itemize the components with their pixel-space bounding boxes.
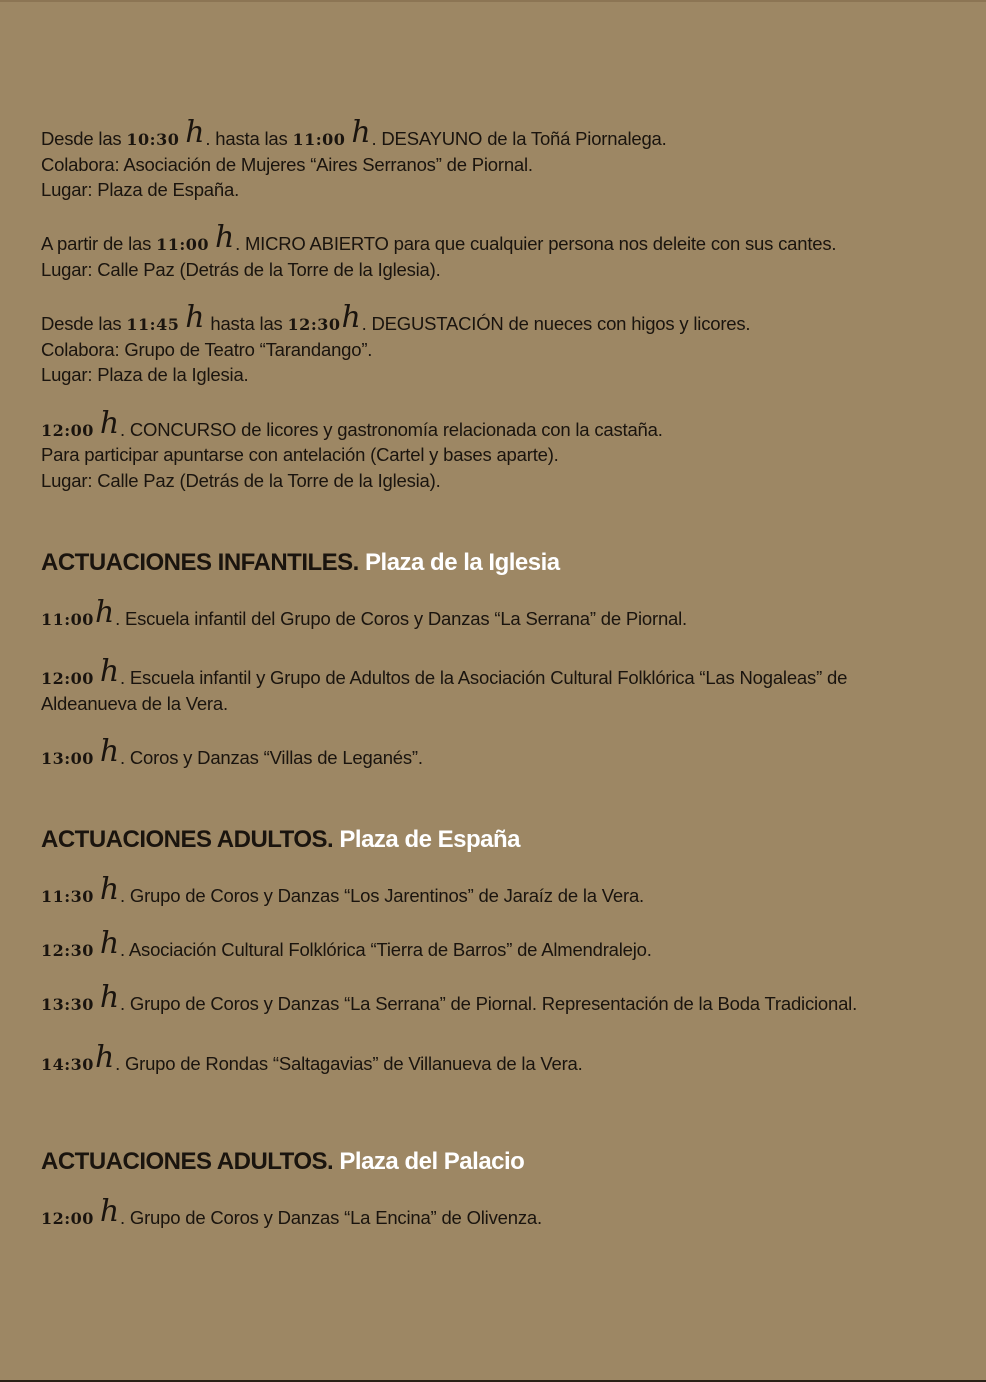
- section-place: Plaza de España: [339, 826, 520, 853]
- top-border: [0, 0, 986, 2]
- performance-text: . Escuela infantil del Grupo de Coros y Danzas “La Serrana” de Piornal.: [115, 608, 688, 629]
- section-title: ACTUACIONES INFANTILES.: [41, 549, 359, 576]
- event-time: 11:00: [156, 235, 209, 254]
- event-lugar: Lugar: Calle Paz (Detrás de la Torre de la Iglesia).: [41, 470, 441, 491]
- event-lugar: Lugar: Plaza de la Iglesia.: [41, 364, 249, 385]
- event-text: A partir de las: [41, 233, 157, 254]
- section-place: Plaza de la Iglesia: [365, 549, 560, 576]
- event-text: . DEGUSTACIÓN de nueces con higos y licores.: [361, 313, 751, 334]
- performance-time: 13:00: [41, 749, 94, 768]
- performance-item: [41, 1040, 583, 1078]
- event-time: 10:30: [126, 130, 180, 149]
- event-text: Desde las: [41, 128, 127, 149]
- hour-mark: h: [341, 300, 361, 335]
- performance-item: [41, 595, 688, 633]
- event-text: . DESAYUNO de la Toñá Piornalega.: [371, 128, 667, 149]
- event-time: 12:00: [41, 421, 94, 440]
- performance-item: [41, 1194, 542, 1232]
- performance-text: . Grupo de Coros y Danzas “La Serrana” de Piornal. Representación de la Boda Tradicional.: [120, 993, 858, 1014]
- event-micro-line: [41, 220, 837, 258]
- hour-mark: h: [99, 926, 120, 961]
- event-text: . MICRO ABIERTO para que cualquier persona nos deleite con sus cantes.: [235, 233, 837, 254]
- performance-time: 14:30: [41, 1055, 94, 1074]
- hour-mark: h: [94, 595, 115, 630]
- performance-item: [41, 872, 644, 910]
- event-text: hasta las: [205, 313, 288, 334]
- performance-time: 13:30: [41, 995, 94, 1014]
- hour-mark: h: [99, 406, 120, 441]
- hour-mark: h: [99, 654, 120, 689]
- event-lugar: Lugar: Calle Paz (Detrás de la Torre de la Iglesia).: [41, 259, 441, 280]
- event-colabora: Colabora: Grupo de Teatro “Tarandango”.: [41, 339, 373, 360]
- performance-time: 12:00: [41, 1209, 94, 1228]
- section-place: Plaza del Palacio: [339, 1148, 525, 1175]
- hour-mark: h: [214, 220, 235, 255]
- performance-time: 11:00: [41, 610, 94, 629]
- performance-text: . Coros y Danzas “Villas de Leganés”.: [120, 747, 423, 768]
- performance-text-continued: Aldeanueva de la Vera.: [41, 693, 228, 714]
- performance-text: . Grupo de Coros y Danzas “La Encina” de Olivenza.: [120, 1207, 542, 1228]
- event-colabora: Colabora: Asociación de Mujeres “Aires Serranos” de Piornal.: [41, 154, 533, 175]
- hour-mark: h: [185, 300, 205, 335]
- hour-mark: h: [351, 115, 371, 150]
- hour-mark: h: [99, 734, 120, 769]
- event-text: Desde las: [41, 313, 127, 334]
- performance-text: . Grupo de Coros y Danzas “Los Jarentinos” de Jaraíz de la Vera.: [120, 885, 644, 906]
- section-heading-adultos-espana: [41, 825, 520, 855]
- hour-mark: h: [185, 115, 205, 150]
- section-title: ACTUACIONES ADULTOS.: [41, 1148, 334, 1175]
- hour-mark: h: [94, 1040, 115, 1075]
- event-time: 12:30: [287, 315, 341, 334]
- performance-text: . Asociación Cultural Folklórica “Tierra de Barros” de Almendralejo.: [120, 939, 652, 960]
- performance-item: [41, 926, 652, 964]
- performance-item: [41, 654, 848, 692]
- performance-time: 11:30: [41, 887, 94, 906]
- section-heading-infantiles: [41, 548, 560, 578]
- hour-mark: h: [99, 872, 120, 907]
- performance-time: 12:00: [41, 669, 94, 688]
- event-time: 11:00: [292, 130, 346, 149]
- performance-time: 12:30: [41, 941, 94, 960]
- performance-item: [41, 980, 858, 1018]
- event-lugar: Lugar: Plaza de España.: [41, 179, 240, 200]
- hour-mark: h: [99, 980, 120, 1015]
- section-title: ACTUACIONES ADULTOS.: [41, 826, 334, 853]
- section-heading-adultos-palacio: [41, 1147, 524, 1177]
- hour-mark: h: [99, 1194, 120, 1229]
- event-time: 11:45: [126, 315, 180, 334]
- event-text: . CONCURSO de licores y gastronomía relacionada con la castaña.: [120, 419, 663, 440]
- event-text: . hasta las: [205, 128, 293, 149]
- performance-text: . Escuela infantil y Grupo de Adultos de la Asociación Cultural Folklórica “Las Nogaleas” de: [120, 667, 848, 688]
- performance-text: . Grupo de Rondas “Saltagavias” de Villanueva de la Vera.: [115, 1053, 583, 1074]
- performance-item: [41, 734, 423, 772]
- event-degustacion-line: [41, 300, 751, 338]
- event-desayuno-line: [41, 115, 667, 153]
- event-note: Para participar apuntarse con antelación (Cartel y bases aparte).: [41, 444, 559, 465]
- event-concurso-line: [41, 406, 663, 444]
